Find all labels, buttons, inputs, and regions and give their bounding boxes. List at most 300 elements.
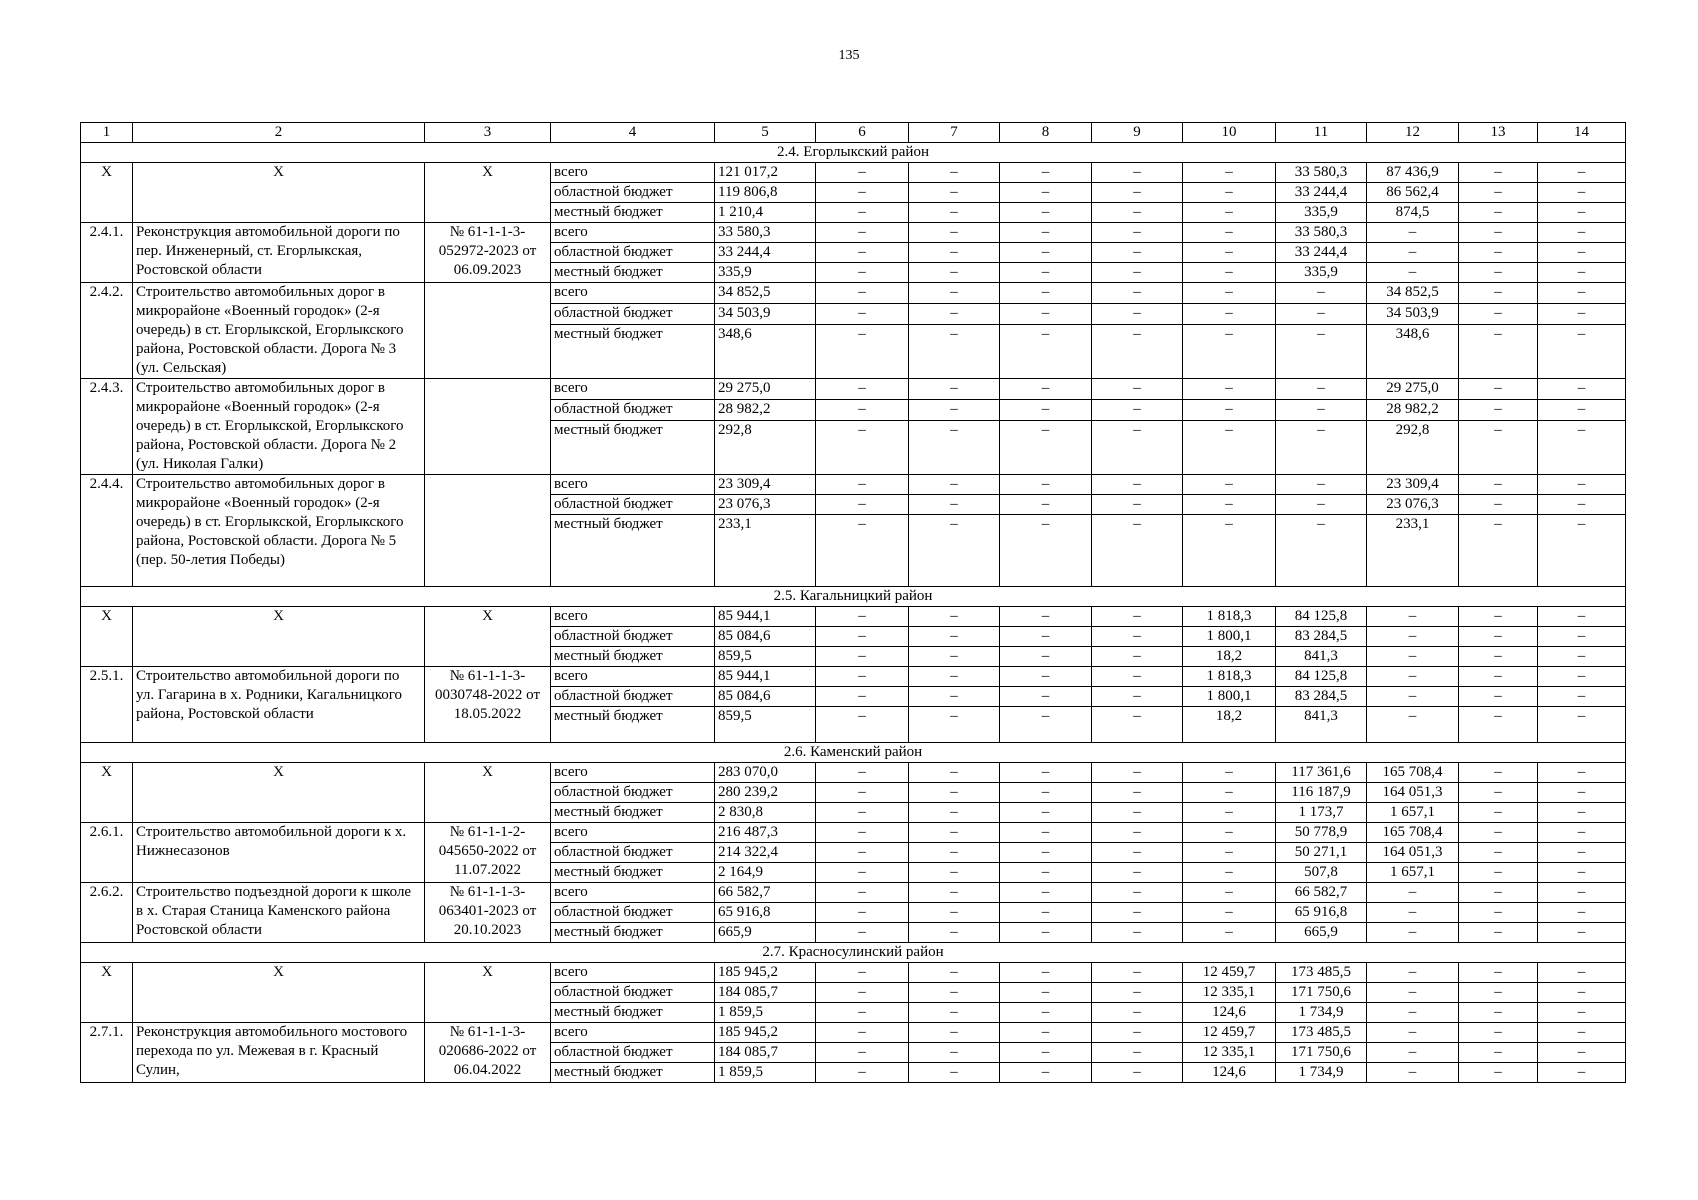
value-cell: – — [1000, 903, 1092, 923]
value-cell: – — [816, 627, 909, 647]
value-cell: 117 361,6 — [1276, 763, 1367, 783]
value-cell: 12 459,7 — [1183, 1023, 1276, 1043]
value-cell: – — [1538, 923, 1626, 943]
value-cell: – — [1538, 687, 1626, 707]
value-cell: 83 284,5 — [1276, 687, 1367, 707]
item-number: 2.4.1. — [81, 223, 133, 283]
section-row — [81, 943, 1626, 963]
value-cell: – — [1276, 400, 1367, 421]
item-number: 2.4.4. — [81, 475, 133, 587]
value-cell: – — [1000, 203, 1092, 223]
value-cell: – — [1459, 515, 1538, 587]
value-cell: – — [816, 607, 909, 627]
value-cell: – — [1092, 304, 1183, 325]
value-cell: – — [1367, 707, 1459, 743]
budget-source: всего — [551, 607, 715, 627]
value-cell: 23 309,4 — [1367, 475, 1459, 495]
value-cell: 23 309,4 — [715, 475, 816, 495]
value-cell: – — [1367, 1043, 1459, 1063]
value-cell: – — [1276, 325, 1367, 379]
budget-source: местный бюджет — [551, 263, 715, 283]
value-cell: – — [1367, 1023, 1459, 1043]
value-cell: – — [1000, 963, 1092, 983]
value-cell: 12 459,7 — [1183, 963, 1276, 983]
value-cell: 12 335,1 — [1183, 1043, 1276, 1063]
item-number: 2.7.1. — [81, 1023, 133, 1083]
value-cell: – — [909, 475, 1000, 495]
value-cell: – — [1092, 515, 1183, 587]
value-cell: 1 734,9 — [1276, 1003, 1367, 1023]
value-cell: 85 084,6 — [715, 627, 816, 647]
financing-table — [80, 122, 1626, 1083]
value-cell: – — [1459, 707, 1538, 743]
expertise-conclusion — [425, 379, 551, 475]
budget-source: местный бюджет — [551, 325, 715, 379]
value-cell: – — [1092, 647, 1183, 667]
value-cell: – — [1459, 803, 1538, 823]
value-cell: – — [909, 843, 1000, 863]
value-cell: – — [816, 903, 909, 923]
value-cell: – — [1000, 1043, 1092, 1063]
value-cell: – — [1538, 400, 1626, 421]
value-cell: 28 982,2 — [1367, 400, 1459, 421]
value-cell: – — [1459, 763, 1538, 783]
value-cell: – — [1459, 325, 1538, 379]
value-cell: 86 562,4 — [1367, 183, 1459, 203]
item-name: Реконструкция автомобильной дороги по пер. Инженерный, ст. Егорлыкская, Ростовской области — [133, 223, 425, 283]
value-cell: – — [1459, 843, 1538, 863]
value-cell: – — [1000, 843, 1092, 863]
budget-source: местный бюджет — [551, 1063, 715, 1083]
value-cell: – — [816, 421, 909, 475]
value-cell: – — [1538, 667, 1626, 687]
value-cell: – — [909, 883, 1000, 903]
budget-source: всего — [551, 475, 715, 495]
value-cell: – — [816, 495, 909, 515]
value-cell: – — [1000, 883, 1092, 903]
item-number: Х — [81, 607, 133, 667]
value-cell: – — [1092, 223, 1183, 243]
value-cell: – — [816, 1063, 909, 1083]
value-cell: – — [909, 963, 1000, 983]
value-cell: 507,8 — [1276, 863, 1367, 883]
value-cell: – — [816, 707, 909, 743]
value-cell: – — [1538, 223, 1626, 243]
column-number-4: 4 — [551, 123, 715, 143]
value-cell: – — [816, 203, 909, 223]
value-cell: – — [1092, 607, 1183, 627]
value-cell: – — [1183, 203, 1276, 223]
value-cell: – — [1538, 1063, 1626, 1083]
value-cell: – — [816, 283, 909, 304]
column-number-9: 9 — [1092, 123, 1183, 143]
expertise-conclusion: Х — [425, 963, 551, 1023]
value-cell: – — [1538, 707, 1626, 743]
item-name: Х — [133, 763, 425, 823]
value-cell: – — [1092, 475, 1183, 495]
value-cell: – — [1092, 843, 1183, 863]
table-row — [81, 283, 1626, 304]
budget-source: областной бюджет — [551, 495, 715, 515]
budget-source: всего — [551, 963, 715, 983]
value-cell: – — [816, 515, 909, 587]
page-number: 135 — [838, 48, 860, 63]
value-cell: – — [1000, 983, 1092, 1003]
value-cell: 164 051,3 — [1367, 783, 1459, 803]
budget-source: областной бюджет — [551, 983, 715, 1003]
item-number: 2.4.3. — [81, 379, 133, 475]
column-number-3: 3 — [425, 123, 551, 143]
value-cell: 1 734,9 — [1276, 1063, 1367, 1083]
budget-source: областной бюджет — [551, 304, 715, 325]
value-cell: 165 708,4 — [1367, 823, 1459, 843]
value-cell: – — [909, 243, 1000, 263]
expertise-conclusion — [425, 475, 551, 587]
expertise-conclusion: № 61-1-1-3-052972-2023 от 06.09.2023 — [425, 223, 551, 283]
budget-source: местный бюджет — [551, 515, 715, 587]
value-cell: – — [1459, 379, 1538, 400]
value-cell: – — [1000, 687, 1092, 707]
value-cell: – — [1538, 803, 1626, 823]
item-number: 2.5.1. — [81, 667, 133, 743]
table-row — [81, 763, 1626, 783]
value-cell: 33 244,4 — [1276, 183, 1367, 203]
value-cell: – — [1538, 627, 1626, 647]
value-cell: – — [1367, 1063, 1459, 1083]
value-cell: 23 076,3 — [1367, 495, 1459, 515]
value-cell: – — [909, 923, 1000, 943]
value-cell: 84 125,8 — [1276, 667, 1367, 687]
budget-source: всего — [551, 1023, 715, 1043]
value-cell: – — [1538, 783, 1626, 803]
value-cell: – — [1538, 823, 1626, 843]
value-cell: 65 916,8 — [715, 903, 816, 923]
value-cell: – — [1092, 687, 1183, 707]
value-cell: 164 051,3 — [1367, 843, 1459, 863]
value-cell: – — [1538, 263, 1626, 283]
item-number: Х — [81, 963, 133, 1023]
value-cell: 18,2 — [1183, 707, 1276, 743]
item-number: Х — [81, 163, 133, 223]
value-cell: – — [1092, 421, 1183, 475]
budget-source: всего — [551, 379, 715, 400]
column-number-7: 7 — [909, 123, 1000, 143]
value-cell: 12 335,1 — [1183, 983, 1276, 1003]
value-cell: – — [1000, 243, 1092, 263]
column-number-8: 8 — [1000, 123, 1092, 143]
value-cell: – — [909, 304, 1000, 325]
value-cell: – — [1538, 1023, 1626, 1043]
value-cell: – — [1367, 223, 1459, 243]
value-cell: – — [1538, 304, 1626, 325]
value-cell: – — [1000, 923, 1092, 943]
budget-source: областной бюджет — [551, 183, 715, 203]
value-cell: 87 436,9 — [1367, 163, 1459, 183]
value-cell: 18,2 — [1183, 647, 1276, 667]
value-cell: 85 944,1 — [715, 607, 816, 627]
value-cell: 28 982,2 — [715, 400, 816, 421]
value-cell: – — [1459, 883, 1538, 903]
value-cell: – — [1538, 325, 1626, 379]
value-cell: – — [1367, 687, 1459, 707]
value-cell: – — [1000, 304, 1092, 325]
value-cell: – — [816, 843, 909, 863]
value-cell: – — [909, 607, 1000, 627]
value-cell: – — [1459, 963, 1538, 983]
value-cell: 185 945,2 — [715, 963, 816, 983]
value-cell: – — [1183, 515, 1276, 587]
value-cell: 66 582,7 — [1276, 883, 1367, 903]
budget-source: всего — [551, 667, 715, 687]
value-cell: – — [1183, 763, 1276, 783]
budget-source: всего — [551, 883, 715, 903]
value-cell: – — [1092, 783, 1183, 803]
value-cell: – — [1459, 863, 1538, 883]
value-cell: – — [909, 763, 1000, 783]
value-cell: – — [816, 883, 909, 903]
budget-source: всего — [551, 283, 715, 304]
value-cell: – — [1459, 1063, 1538, 1083]
table-row — [81, 823, 1626, 843]
value-cell: – — [1000, 1023, 1092, 1043]
budget-source: областной бюджет — [551, 903, 715, 923]
section-title: 2.7. Красносулинский район — [81, 943, 1626, 963]
value-cell: 173 485,5 — [1276, 1023, 1367, 1043]
value-cell: 335,9 — [1276, 263, 1367, 283]
value-cell: – — [909, 400, 1000, 421]
value-cell: – — [1000, 263, 1092, 283]
value-cell: – — [1000, 667, 1092, 687]
value-cell: – — [816, 304, 909, 325]
table-row — [81, 379, 1626, 400]
value-cell: 859,5 — [715, 707, 816, 743]
value-cell: – — [1538, 607, 1626, 627]
value-cell: – — [909, 863, 1000, 883]
value-cell: – — [1183, 263, 1276, 283]
value-cell: 859,5 — [715, 647, 816, 667]
value-cell: – — [1000, 515, 1092, 587]
value-cell: – — [1459, 1023, 1538, 1043]
value-cell: – — [816, 183, 909, 203]
value-cell: 119 806,8 — [715, 183, 816, 203]
value-cell: – — [1538, 763, 1626, 783]
value-cell: 33 244,4 — [715, 243, 816, 263]
value-cell: – — [1538, 495, 1626, 515]
value-cell: – — [816, 223, 909, 243]
value-cell: 83 284,5 — [1276, 627, 1367, 647]
budget-source: областной бюджет — [551, 1043, 715, 1063]
table-row — [81, 883, 1626, 903]
value-cell: – — [1183, 163, 1276, 183]
table-row — [81, 607, 1626, 627]
value-cell: – — [1367, 667, 1459, 687]
budget-source: местный бюджет — [551, 863, 715, 883]
value-cell: – — [909, 1043, 1000, 1063]
value-cell: – — [1092, 1023, 1183, 1043]
value-cell: – — [1092, 325, 1183, 379]
expertise-conclusion: № 61-1-1-3-063401-2023 от 20.10.2023 — [425, 883, 551, 943]
value-cell: – — [1092, 707, 1183, 743]
value-cell: – — [1367, 963, 1459, 983]
value-cell: – — [1459, 304, 1538, 325]
value-cell: – — [1459, 667, 1538, 687]
value-cell: 50 778,9 — [1276, 823, 1367, 843]
value-cell: 171 750,6 — [1276, 983, 1367, 1003]
budget-source: местный бюджет — [551, 803, 715, 823]
item-name: Строительство автомобильных дорог в микрорайоне «Военный городок» (2-я очередь) в ст. Егорлыкской, Егорлыкского района, Ростовской области. Дорога № 3 (ул. Сельская) — [133, 283, 425, 379]
column-number-14: 14 — [1538, 123, 1626, 143]
column-number-5: 5 — [715, 123, 816, 143]
budget-source: местный бюджет — [551, 421, 715, 475]
value-cell: – — [1538, 421, 1626, 475]
value-cell: – — [1367, 263, 1459, 283]
value-cell: – — [1538, 843, 1626, 863]
value-cell: – — [1183, 400, 1276, 421]
column-number-13: 13 — [1459, 123, 1538, 143]
value-cell: – — [1183, 783, 1276, 803]
expertise-conclusion: Х — [425, 607, 551, 667]
value-cell: – — [1000, 863, 1092, 883]
value-cell: – — [1459, 243, 1538, 263]
value-cell: 214 322,4 — [715, 843, 816, 863]
value-cell: – — [1000, 495, 1092, 515]
value-cell: – — [816, 475, 909, 495]
value-cell: – — [1459, 903, 1538, 923]
value-cell: – — [909, 495, 1000, 515]
value-cell: – — [1276, 379, 1367, 400]
value-cell: – — [1092, 495, 1183, 515]
value-cell: – — [1183, 183, 1276, 203]
value-cell: – — [1092, 667, 1183, 687]
value-cell: – — [909, 707, 1000, 743]
section-row — [81, 743, 1626, 763]
value-cell: 2 830,8 — [715, 803, 816, 823]
budget-source: областной бюджет — [551, 627, 715, 647]
budget-source: всего — [551, 823, 715, 843]
item-name: Х — [133, 963, 425, 1023]
value-cell: 185 945,2 — [715, 1023, 816, 1043]
value-cell: 280 239,2 — [715, 783, 816, 803]
value-cell: – — [1459, 1043, 1538, 1063]
value-cell: 33 580,3 — [1276, 223, 1367, 243]
value-cell: – — [1000, 783, 1092, 803]
value-cell: – — [1183, 903, 1276, 923]
value-cell: – — [1276, 283, 1367, 304]
budget-source: местный бюджет — [551, 647, 715, 667]
section-row — [81, 587, 1626, 607]
value-cell: 874,5 — [1367, 203, 1459, 223]
value-cell: 23 076,3 — [715, 495, 816, 515]
expertise-conclusion: № 61-1-1-3-020686-2022 от 06.04.2022 — [425, 1023, 551, 1083]
value-cell: – — [1459, 263, 1538, 283]
value-cell: 124,6 — [1183, 1063, 1276, 1083]
value-cell: – — [909, 183, 1000, 203]
budget-source: областной бюджет — [551, 783, 715, 803]
value-cell: – — [816, 1043, 909, 1063]
value-cell: – — [1276, 495, 1367, 515]
item-name: Х — [133, 163, 425, 223]
value-cell: – — [1092, 983, 1183, 1003]
value-cell: – — [1459, 923, 1538, 943]
value-cell: – — [816, 803, 909, 823]
section-title: 2.6. Каменский район — [81, 743, 1626, 763]
value-cell: 1 657,1 — [1367, 803, 1459, 823]
value-cell: – — [1538, 1043, 1626, 1063]
section-title: 2.5. Кагальницкий район — [81, 587, 1626, 607]
value-cell: – — [1000, 803, 1092, 823]
value-cell: 34 503,9 — [1367, 304, 1459, 325]
value-cell: – — [909, 903, 1000, 923]
value-cell: – — [1538, 963, 1626, 983]
budget-source: всего — [551, 223, 715, 243]
value-cell: – — [1459, 183, 1538, 203]
value-cell: 173 485,5 — [1276, 963, 1367, 983]
value-cell: 33 580,3 — [715, 223, 816, 243]
value-cell: – — [1459, 163, 1538, 183]
value-cell: 184 085,7 — [715, 1043, 816, 1063]
value-cell: – — [1092, 903, 1183, 923]
value-cell: 1 173,7 — [1276, 803, 1367, 823]
value-cell: 33 244,4 — [1276, 243, 1367, 263]
value-cell: – — [909, 823, 1000, 843]
value-cell: – — [1183, 379, 1276, 400]
value-cell: 665,9 — [1276, 923, 1367, 943]
value-cell: 65 916,8 — [1276, 903, 1367, 923]
budget-source: областной бюджет — [551, 243, 715, 263]
value-cell: – — [1183, 923, 1276, 943]
value-cell: – — [909, 687, 1000, 707]
value-cell: 50 271,1 — [1276, 843, 1367, 863]
value-cell: – — [1538, 475, 1626, 495]
budget-source: местный бюджет — [551, 203, 715, 223]
value-cell: – — [1092, 923, 1183, 943]
value-cell: – — [1183, 803, 1276, 823]
value-cell: – — [1092, 1063, 1183, 1083]
value-cell: 1 657,1 — [1367, 863, 1459, 883]
value-cell: – — [1092, 400, 1183, 421]
budget-source: областной бюджет — [551, 687, 715, 707]
value-cell: – — [816, 163, 909, 183]
value-cell: 34 503,9 — [715, 304, 816, 325]
column-number-row — [81, 123, 1626, 143]
budget-source: местный бюджет — [551, 923, 715, 943]
value-cell: – — [909, 803, 1000, 823]
value-cell: 348,6 — [715, 325, 816, 379]
value-cell: – — [1538, 163, 1626, 183]
value-cell: – — [1459, 647, 1538, 667]
value-cell: – — [1538, 379, 1626, 400]
value-cell: 292,8 — [1367, 421, 1459, 475]
value-cell: 1 800,1 — [1183, 687, 1276, 707]
value-cell: – — [1538, 863, 1626, 883]
table-row — [81, 963, 1626, 983]
value-cell: 1 859,5 — [715, 1063, 816, 1083]
value-cell: 292,8 — [715, 421, 816, 475]
budget-source: местный бюджет — [551, 707, 715, 743]
value-cell: – — [1183, 495, 1276, 515]
value-cell: – — [909, 163, 1000, 183]
value-cell: – — [909, 203, 1000, 223]
section-title: 2.4. Егорлыкский район — [81, 143, 1626, 163]
value-cell: 335,9 — [1276, 203, 1367, 223]
value-cell: – — [1092, 263, 1183, 283]
item-number: 2.6.2. — [81, 883, 133, 943]
value-cell: – — [909, 283, 1000, 304]
value-cell: – — [909, 667, 1000, 687]
value-cell: – — [1000, 763, 1092, 783]
value-cell: – — [1183, 223, 1276, 243]
value-cell: 66 582,7 — [715, 883, 816, 903]
